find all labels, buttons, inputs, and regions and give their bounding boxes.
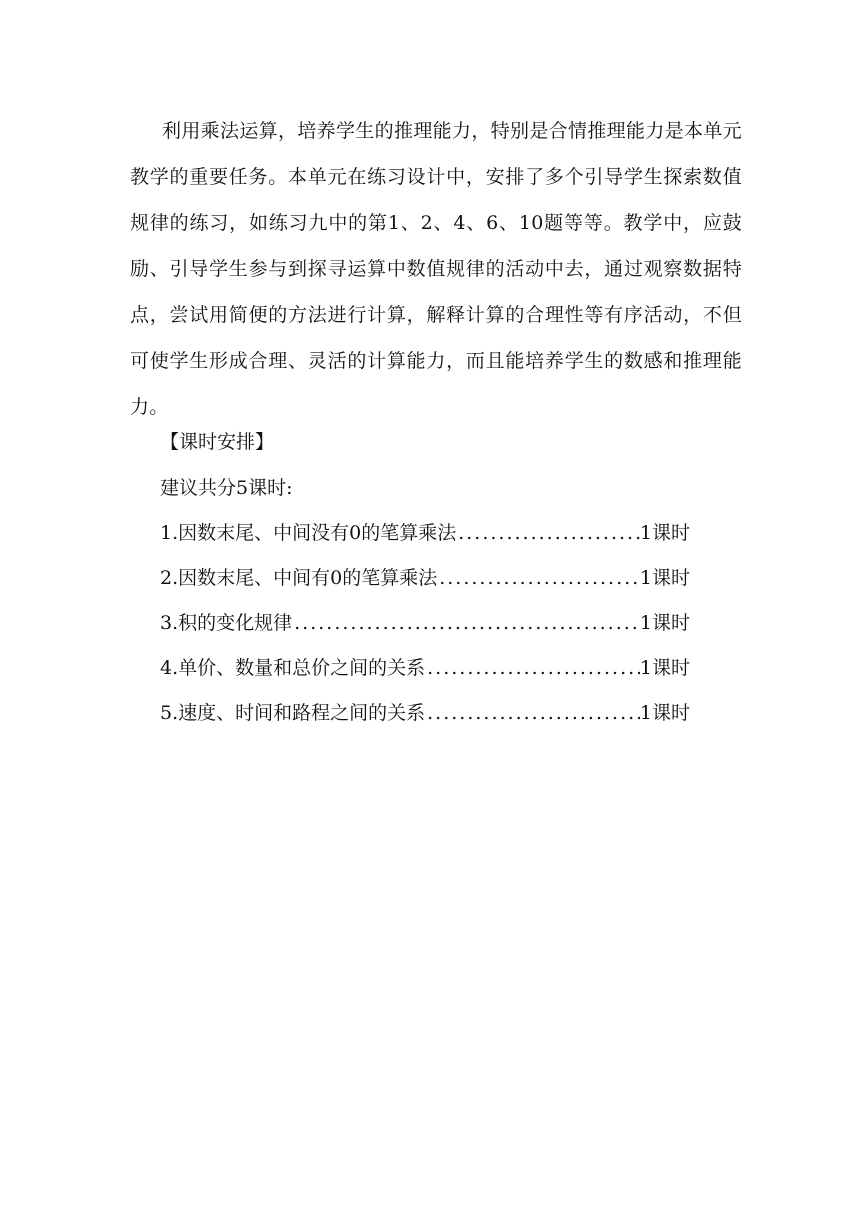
schedule-item-duration: 1课时	[639, 522, 690, 544]
schedule-item-duration: 1课时	[639, 567, 690, 589]
dot-leader	[425, 691, 640, 736]
lesson-count-suggestion: 建议共分5课时:	[160, 477, 293, 499]
dot-leader	[456, 511, 640, 556]
schedule-item-title: 2.因数末尾、中间有0的笔算乘法	[160, 567, 438, 589]
schedule-item	[160, 556, 690, 601]
schedule-item-title: 1.因数末尾、中间没有0的笔算乘法	[160, 522, 457, 544]
schedule-item-duration: 1课时	[639, 657, 690, 679]
schedule-item-duration: 1课时	[639, 612, 690, 634]
dot-leader	[292, 601, 640, 646]
lesson-schedule-list	[160, 511, 690, 736]
schedule-item-duration: 1课时	[639, 702, 690, 724]
section-heading: 【课时安排】	[160, 431, 275, 453]
schedule-item	[160, 511, 690, 556]
schedule-item-title: 5.速度、时间和路程之间的关系	[160, 702, 426, 724]
schedule-item	[160, 691, 690, 736]
dot-leader	[437, 556, 640, 601]
schedule-item	[160, 601, 690, 646]
body-paragraph: 利用乘法运算，培养学生的推理能力，特别是合情推理能力是本单元教学的重要任务。本单元在练习设计中，安排了多个引导学生探索数值规律的练习，如练习九中的第1、2、4、6、10题等等。教学中，应鼓励、引导学生参与到探寻运算中数值规律的活动中去，通过观察数据特点，尝试用简便的方法进行计算，解释计算的合理性等有序活动，不但可使学生形成合理、灵活的计算能力，而且能培养学生的数感和推理能力。	[130, 120, 742, 418]
schedule-item	[160, 646, 690, 691]
dot-leader	[425, 646, 640, 691]
schedule-item-title: 4.单价、数量和总价之间的关系	[160, 657, 426, 679]
schedule-item-title: 3.积的变化规律	[160, 612, 293, 634]
